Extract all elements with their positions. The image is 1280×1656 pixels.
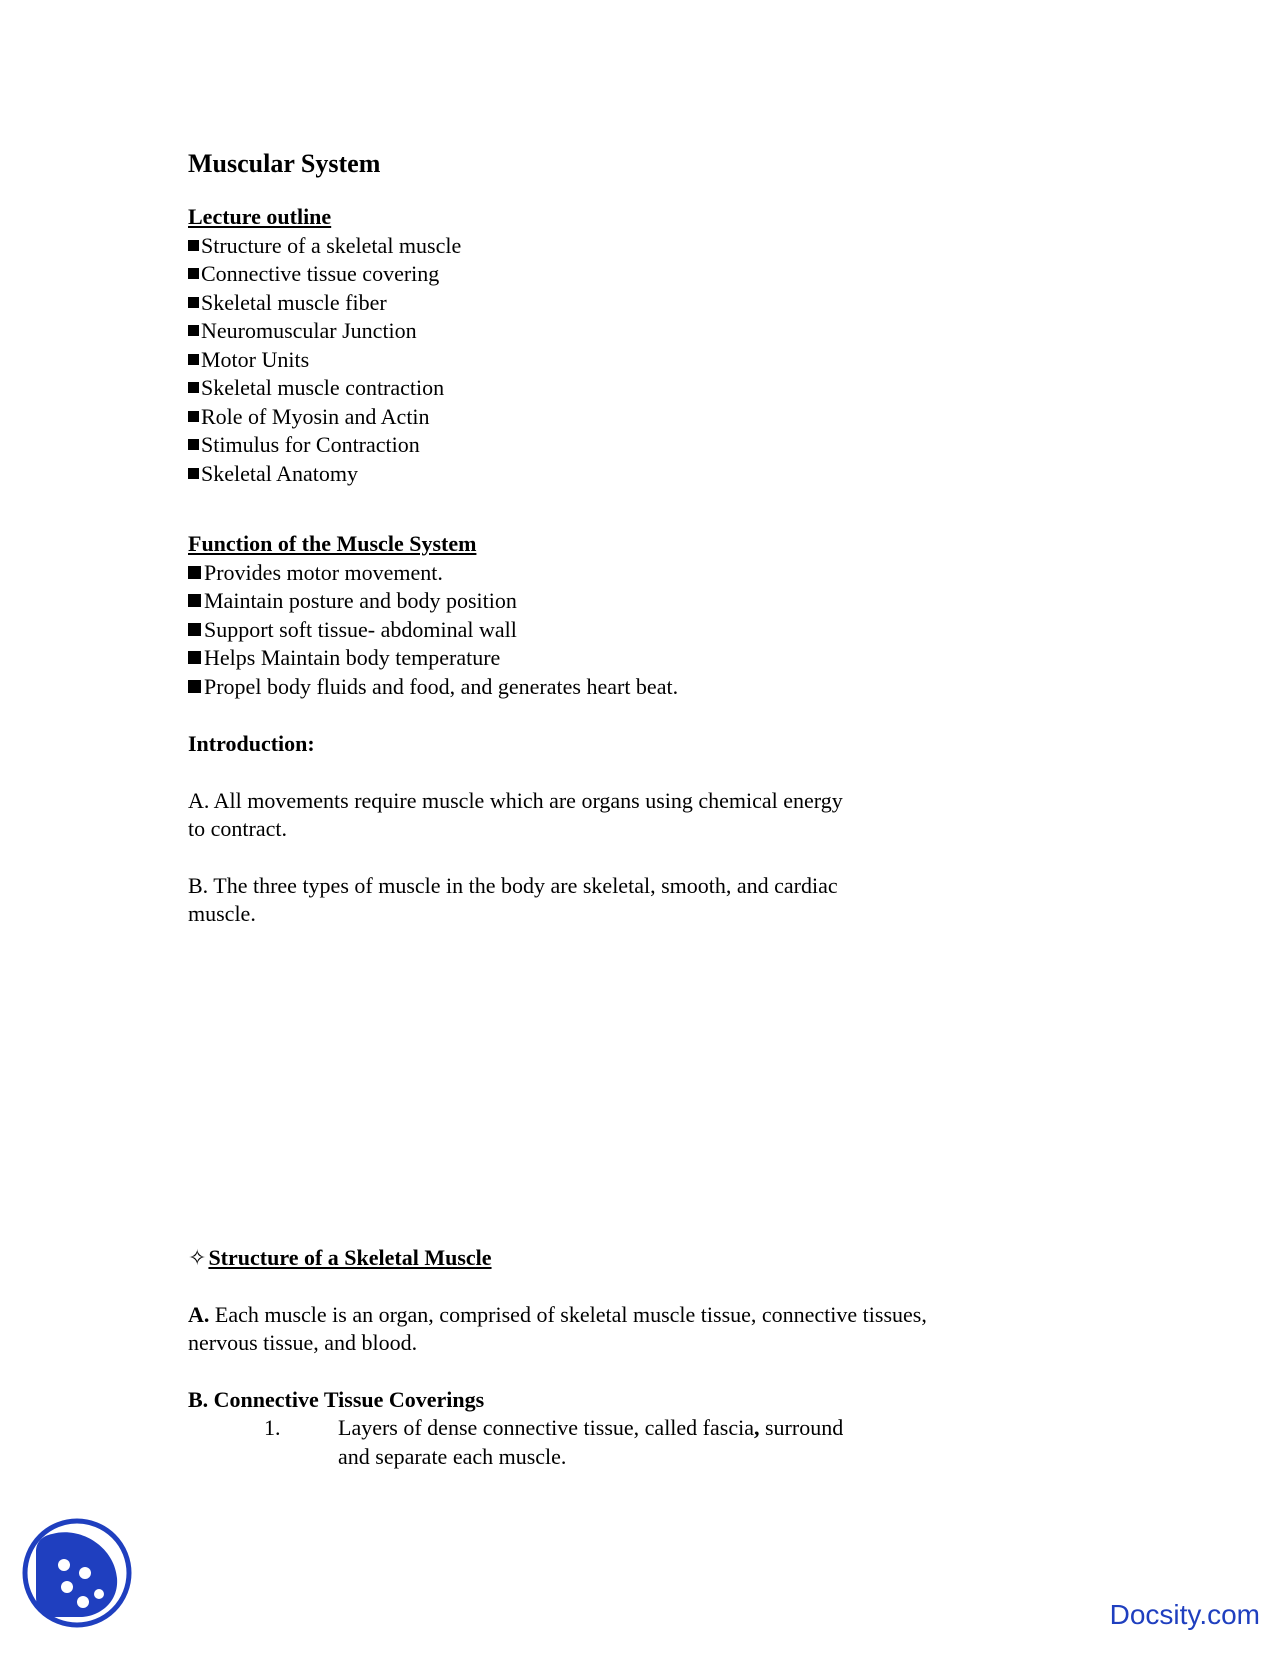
- structure-heading: ✧Structure of a Skeletal Muscle: [188, 1244, 1088, 1273]
- logo-dot: [77, 1596, 89, 1608]
- square-bullet-icon: [188, 680, 201, 693]
- lecture-outline-section: [188, 203, 1088, 488]
- square-bullet-icon: [188, 240, 199, 251]
- square-bullet-icon: [188, 268, 199, 279]
- list-item: Skeletal muscle fiber: [188, 289, 1088, 318]
- square-bullet-icon: [188, 354, 199, 365]
- square-bullet-icon: [188, 439, 199, 450]
- square-bullet-icon: [188, 594, 201, 607]
- square-bullet-icon: [188, 411, 199, 422]
- square-bullet-icon: [188, 325, 199, 336]
- list-item: Motor Units: [188, 346, 1088, 375]
- lecture-outline-heading: Lecture outline: [188, 204, 332, 229]
- structure-paragraph-a: A. Each muscle is an organ, comprised of skeletal muscle tissue, connective tissues, nervous tissue, and blood.: [188, 1301, 927, 1355]
- logo-dot: [61, 1581, 73, 1593]
- docsity-brand-link[interactable]: Docsity.com: [1109, 1599, 1260, 1630]
- list-item: Helps Maintain body temperature: [188, 644, 1088, 673]
- intro-paragraph-b: B. The three types of muscle in the body are skeletal, smooth, and cardiac muscle.: [188, 872, 838, 926]
- introduction-heading: Introduction:: [188, 731, 315, 756]
- list-item: Propel body fluids and food, and generates heart beat.: [188, 673, 1088, 702]
- logo-dot: [94, 1589, 104, 1599]
- list-item: Maintain posture and body position: [188, 587, 1088, 616]
- square-bullet-icon: [188, 651, 201, 664]
- list-item: Neuromuscular Junction: [188, 317, 1088, 346]
- intro-paragraph-a: A. All movements require muscle which are organs using chemical energy to contract.: [188, 787, 843, 841]
- list-item: Skeletal Anatomy: [188, 460, 1088, 489]
- square-bullet-icon: [188, 468, 199, 479]
- list-item: Skeletal muscle contraction: [188, 374, 1088, 403]
- function-heading: Function of the Muscle System: [188, 531, 477, 556]
- square-bullet-icon: [188, 566, 201, 579]
- function-section: [188, 530, 1088, 701]
- square-bullet-icon: [188, 382, 199, 393]
- list-item: Provides motor movement.: [188, 559, 1088, 588]
- star-bullet-icon: ✧: [188, 1245, 207, 1270]
- list-item: Structure of a skeletal muscle: [188, 232, 1088, 261]
- list-item: Support soft tissue- abdominal wall: [188, 616, 1088, 645]
- function-list: [188, 559, 1088, 702]
- list-item: Stimulus for Contraction: [188, 431, 1088, 460]
- lecture-outline-list: [188, 232, 1088, 489]
- introduction-section: [188, 730, 1088, 929]
- structure-section: [188, 1244, 1088, 1471]
- page-title: Muscular System: [188, 149, 381, 178]
- docsity-logo-icon: [22, 1518, 132, 1628]
- square-bullet-icon: [188, 623, 201, 636]
- connective-tissue-heading: B. Connective Tissue Coverings: [188, 1386, 485, 1412]
- list-item: Connective tissue covering: [188, 260, 1088, 289]
- list-item: Role of Myosin and Actin: [188, 403, 1088, 432]
- numbered-item: 1. Layers of dense connective tissue, called fascia, surround and separate each muscle.: [264, 1415, 844, 1469]
- logo-dot: [58, 1559, 70, 1571]
- square-bullet-icon: [188, 297, 199, 308]
- logo-dot: [79, 1567, 91, 1579]
